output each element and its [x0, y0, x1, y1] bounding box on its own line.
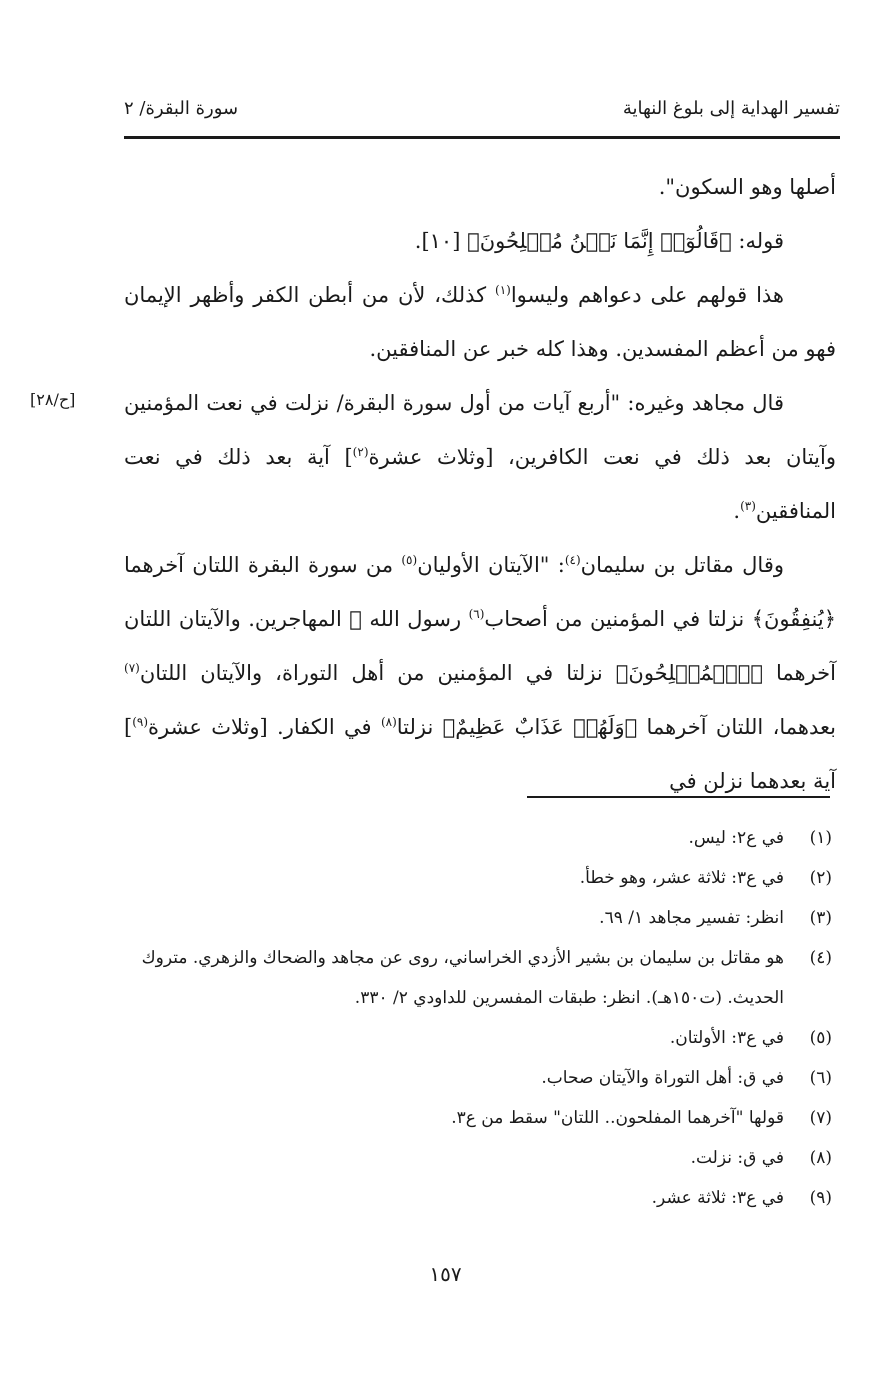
footnote-text: في ع٣: ثلاثة عشر، وهو خطأ.	[579, 868, 784, 888]
footnote-number: (٩)	[809, 1188, 832, 1208]
footnote-number: (١)	[809, 828, 832, 848]
footnote-number: (٥)	[809, 1028, 832, 1048]
paragraph-text: نزلتا في المؤمنين من أصحاب	[484, 607, 752, 631]
paragraph-3	[124, 268, 836, 376]
footnote-text: في ع٣: الأولتان.	[669, 1028, 784, 1048]
paragraph-text: أصلها وهو السكون".	[658, 175, 836, 199]
paragraph-text: كذلك، لأن من أبطن الكفر وأظهر الإيمان فهو من أعظم المفسدين. وهذا كله خبر عن المنافقين.	[124, 283, 836, 361]
manuscript-margin-reference: [ح/٢٨]	[30, 390, 76, 409]
paragraph-text: بعدهما، اللتان آخرهما	[637, 715, 836, 739]
quran-verse: ﴿ٱلۡمُفۡلِحُونَ﴾	[615, 661, 763, 685]
footnote-item	[124, 938, 836, 1018]
footnote-item	[124, 1058, 836, 1098]
footnote-ref: (٧)	[124, 661, 140, 675]
footnote-number: (٣)	[809, 908, 832, 928]
paragraph-text: وقال مقاتل بن سليمان	[580, 553, 785, 577]
quran-verse: ﴿يُنفِقُونَ﴾	[751, 607, 836, 631]
footnote-item	[124, 898, 836, 938]
main-text	[124, 160, 836, 808]
footnote-item	[124, 818, 836, 858]
paragraph-text: .	[733, 499, 741, 523]
footnote-ref: (٦)	[468, 607, 485, 621]
footnote-text: في ع٣: ثلاثة عشر.	[651, 1188, 784, 1208]
footnote-ref: (٨)	[380, 715, 397, 729]
footnote-number: (٦)	[809, 1068, 832, 1088]
paragraph-1	[124, 160, 836, 214]
paragraph-text: ] آية بعدهما نزلن في	[124, 715, 836, 793]
verse-number: [١٠].	[414, 229, 468, 253]
footnote-ref: (٩)	[132, 715, 149, 729]
running-header	[124, 92, 840, 132]
paragraph-text: ] آية بعد ذلك في نعت المنافقين	[124, 445, 836, 523]
surah-title: سورة البقرة/ ٢	[124, 98, 239, 119]
paragraph-text: قوله:	[731, 229, 784, 253]
footnote-ref: (١)	[495, 283, 511, 297]
footnote-text: في ع٢: ليس.	[688, 828, 784, 848]
paragraph-text: نزلتا في المؤمنين من أهل التوراة، والآيتان اللتان	[139, 661, 616, 685]
footnote-text: في ق: نزلت.	[690, 1148, 784, 1168]
paragraph-text: هذا قولهم على دعواهم وليسوا	[510, 283, 785, 307]
footnote-number: (٨)	[809, 1148, 832, 1168]
footnote-item	[124, 1138, 836, 1178]
quran-verse: ﴿وَلَهُمۡ عَذَابٌ عَظِيمٌ﴾	[442, 715, 638, 739]
paragraph-4	[124, 376, 836, 538]
footnote-ref: (٣)	[740, 499, 756, 513]
paragraph-text: من سورة البقرة اللتان آخرهما	[124, 553, 402, 577]
footnote-separator	[527, 796, 830, 798]
footnote-text: انظر: تفسير مجاهد ١/ ٦٩.	[599, 908, 784, 928]
footnote-number: (٧)	[809, 1108, 832, 1128]
paragraph-text: رسول الله ﷺ المهاجرين. والآيتان اللتان آخرهما	[124, 607, 836, 685]
paragraph-text: قال مجاهد وغيره: "أربع آيات من أول سورة البقرة/ نزلت في نعت المؤمنين وآيتان بعد ذلك في نعت الكافرين، [وثلاث عشرة	[124, 391, 836, 469]
footnote-text: في ق: أهل التوراة والآيتان صحاب.	[541, 1068, 784, 1088]
paragraph-text: في الكفار. [وثلاث عشرة	[148, 715, 381, 739]
paragraph-5	[124, 538, 836, 808]
footnote-ref: (٤)	[564, 553, 581, 567]
paragraph-2	[124, 214, 836, 268]
footnote-ref: (٥)	[401, 553, 418, 567]
paragraph-text: : "الآيتان الأوليان	[417, 553, 565, 577]
footnote-number: (٤)	[809, 948, 832, 968]
footnote-item	[124, 1098, 836, 1138]
footnote-ref: (٢)	[352, 445, 369, 459]
book-title: تفسير الهداية إلى بلوغ النهاية	[622, 98, 840, 119]
header-rule	[124, 136, 840, 139]
footnotes-list	[124, 818, 836, 1218]
page-number: ١٥٧	[429, 1262, 462, 1286]
footnote-number: (٢)	[809, 868, 832, 888]
quran-verse: ﴿قَالُوٓا۟ إِنَّمَا نَحۡنُ مُصۡلِحُونَ﴾	[467, 229, 732, 253]
footnote-text: هو مقاتل بن سليمان بن بشير الأزدي الخراساني، روى عن مجاهد والضحاك والزهري. متروك الحديث. (ت١٥٠هـ). انظر: طبقات المفسرين للداودي ٢/ ٣٣٠.	[141, 948, 784, 1008]
footnote-item	[124, 1018, 836, 1058]
paragraph-text: نزلتا	[396, 715, 443, 739]
footnote-item	[124, 1178, 836, 1218]
footnote-item	[124, 858, 836, 898]
footnote-text: قولها "آخرهما المفلحون.. اللتان" سقط من ع٣.	[451, 1108, 784, 1128]
